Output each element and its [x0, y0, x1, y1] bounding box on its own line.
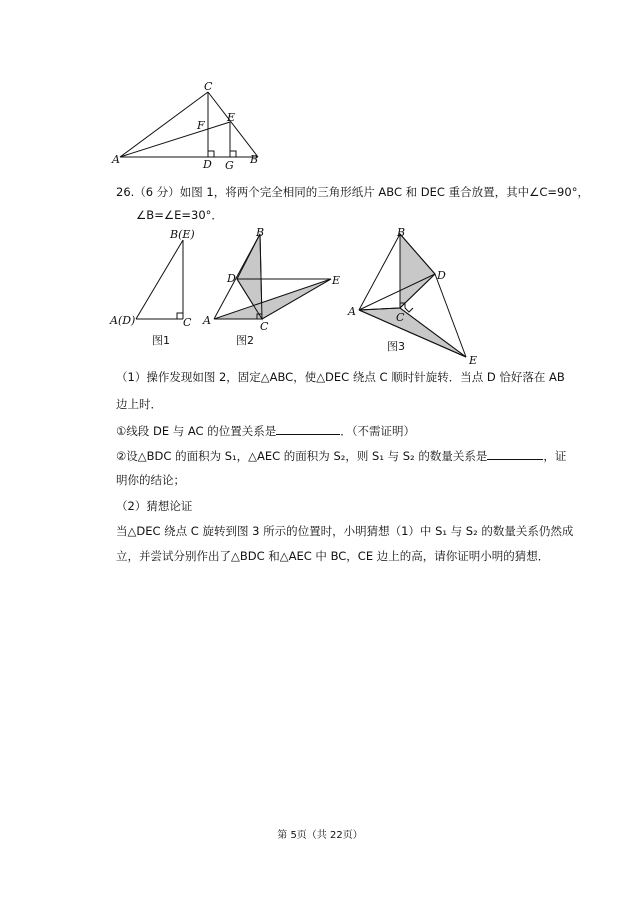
part2-title: （2）猜想论证 [116, 499, 193, 513]
fig3-label-E: E [469, 354, 478, 366]
question-1-suffix: ．（不需证明） [340, 424, 415, 438]
question-2-line2: 明你的结论； [116, 473, 185, 487]
fig2-label-A: A [203, 314, 211, 327]
label-C: C [204, 80, 213, 93]
fig2-caption: 图2 [236, 334, 254, 347]
question-2-suffix: ，证 [543, 449, 567, 463]
fig1-label-A: A(D) [110, 314, 136, 327]
question-2 [116, 448, 566, 464]
figure-3 [345, 226, 490, 366]
part2-line2: 立，并尝试分别作出了△BDC 和△AEC 中 BC，CE 边上的高，请你证明小明的猜想． [116, 549, 550, 563]
fig3-caption: 图3 [387, 340, 405, 353]
question-2-prefix: ②设△BDC 的面积为 S₁，△AEC 的面积为 S₂，则 S₁ 与 S₂ 的数量关系是 [116, 449, 488, 463]
fig2-label-D: D [227, 272, 236, 285]
label-E: E [227, 111, 236, 124]
question-1 [116, 423, 415, 439]
figure-2 [200, 226, 345, 350]
part1-line2: 边上时． [116, 397, 162, 411]
problem-26-line1: 26.（6 分）如图 1，将两个完全相同的三角形纸片 ABC 和 DEC 重合放置，其中∠C=90°， [116, 185, 589, 199]
label-D: D [203, 158, 212, 170]
fig1-label-C: C [183, 316, 192, 329]
fig1-caption: 图1 [152, 334, 170, 347]
part2-line1: 当△DEC 绕点 C 旋转到图 3 所示的位置时，小明猜想（1）中 S₁ 与 S₂ 的数量关系仍然成 [116, 524, 574, 538]
fig2-label-B: B [256, 226, 265, 239]
fig3-label-D: D [437, 269, 446, 282]
answer-blank-2[interactable] [487, 448, 543, 460]
label-A: A [112, 153, 120, 166]
page-footer: 第 5页（共 22页） [277, 830, 363, 841]
question-1-prefix: ①线段 DE 与 AC 的位置关系是 [116, 424, 277, 438]
figure-top [110, 80, 270, 170]
label-B: B [250, 153, 259, 166]
figure-1 [108, 226, 198, 350]
fig2-label-E: E [332, 274, 341, 287]
fig3-label-A: A [348, 305, 356, 318]
fig3-label-B: B [397, 226, 406, 239]
fig1-label-B: B(E) [170, 228, 195, 241]
label-F: F [197, 119, 205, 132]
problem-26-line2: ∠B=∠E=30°． [136, 208, 223, 222]
fig2-label-C: C [260, 320, 269, 333]
fig3-label-C: C [396, 311, 405, 324]
part1-line1: （1）操作发现如图 2，固定△ABC，使△DEC 绕点 C 顺时针旋转．当点 D 恰好落在 AB [116, 370, 565, 384]
answer-blank-1[interactable] [276, 423, 340, 435]
label-G: G [225, 159, 234, 170]
